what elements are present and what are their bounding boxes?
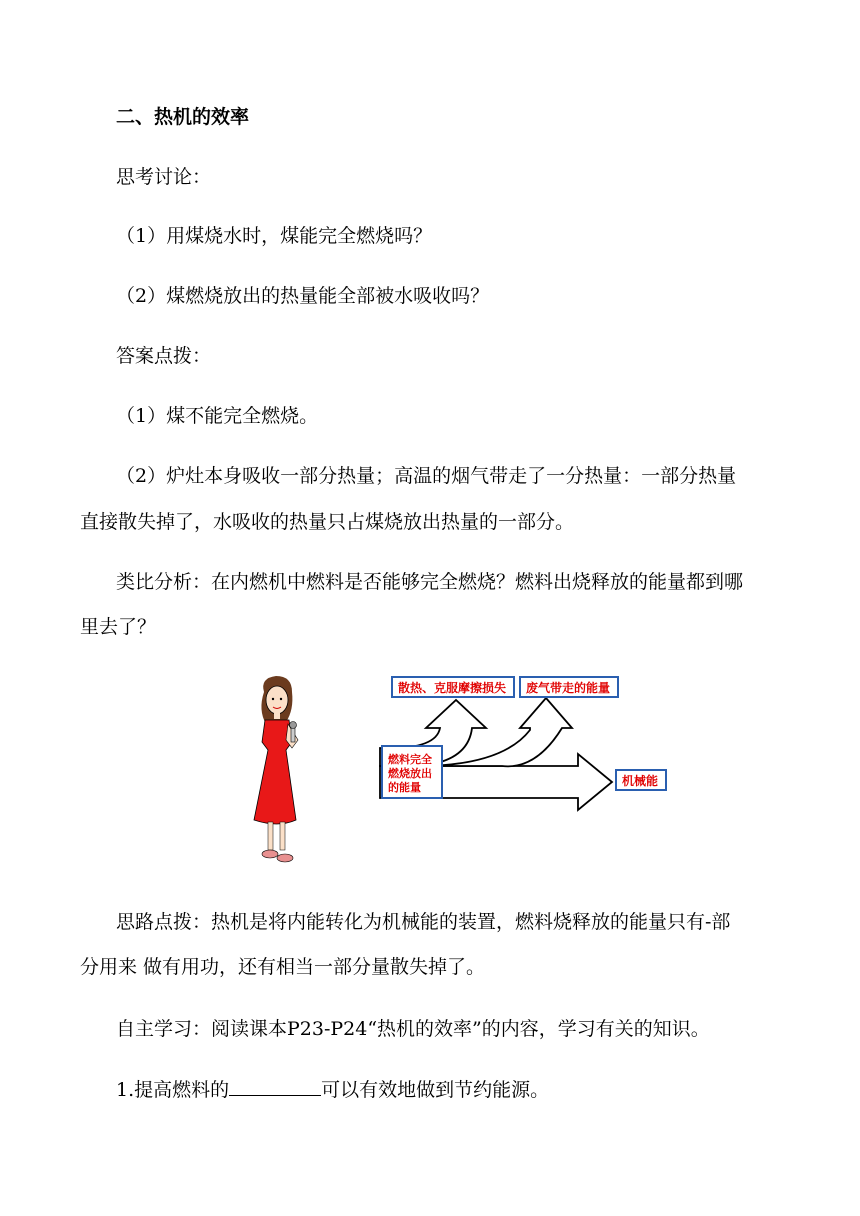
- answer-blank[interactable]: [229, 1079, 321, 1096]
- answer-2-line-1: （2）炉灶本身吸收一部分热量；高温的烟气带走了一分热量：一部分热量: [116, 465, 737, 487]
- fill-question-1-after: 可以有效地做到节约能源。: [321, 1079, 550, 1101]
- svg-text:的能量: 的能量: [388, 781, 421, 794]
- box-mechanical-energy: [616, 770, 666, 790]
- section-heading: 二、热机的效率: [116, 106, 250, 128]
- question-2: （2）煤燃烧放出的热量能全部被水吸收吗？: [116, 285, 490, 307]
- box-friction-loss: [392, 677, 514, 697]
- box-fuel: [382, 746, 442, 798]
- svg-text:废气带走的能量: 废气带走的能量: [526, 681, 611, 695]
- question-1: （1）用煤烧水时，煤能完全燃烧吗？: [116, 225, 433, 247]
- hint-line-1: 思路点拨：热机是将内能转化为机械能的装置，燃料烧释放的能量只有-部: [116, 911, 731, 933]
- answer-2-line-2: 直接散失掉了，水吸收的热量只占煤烧放出热量的一部分。: [80, 511, 575, 533]
- analogy-line-1: 类比分析：在内燃机中燃料是否能够完全燃烧？燃料出烧释放的能量都到哪: [116, 571, 744, 593]
- box-exhaust-energy: [520, 677, 618, 697]
- girl-illustration: [254, 676, 298, 862]
- analogy-line-2: 里去了？: [80, 616, 157, 638]
- fill-question-1-before: 1.提高燃料的: [116, 1079, 230, 1101]
- energy-flow-figure: [240, 670, 680, 885]
- fill-question-1: [116, 1079, 549, 1100]
- answer-1: （1）煤不能完全燃烧。: [116, 405, 319, 427]
- svg-text:燃料完全: 燃料完全: [388, 753, 432, 766]
- svg-text:燃烧放出: 燃烧放出: [388, 767, 432, 780]
- think-label: 思考讨论：: [116, 166, 212, 188]
- svg-text:散热、克服摩擦损失: 散热、克服摩擦损失: [398, 681, 507, 695]
- self-study: 自主学习：阅读课本P23-P24“热机的效率”的内容，学习有关的知识。: [116, 1018, 710, 1040]
- svg-text:机械能: 机械能: [622, 774, 659, 788]
- answer-label: 答案点拨：: [116, 345, 212, 367]
- hint-line-2: 分用来 做有用功，还有相当一部分量散失掉了。: [80, 956, 486, 978]
